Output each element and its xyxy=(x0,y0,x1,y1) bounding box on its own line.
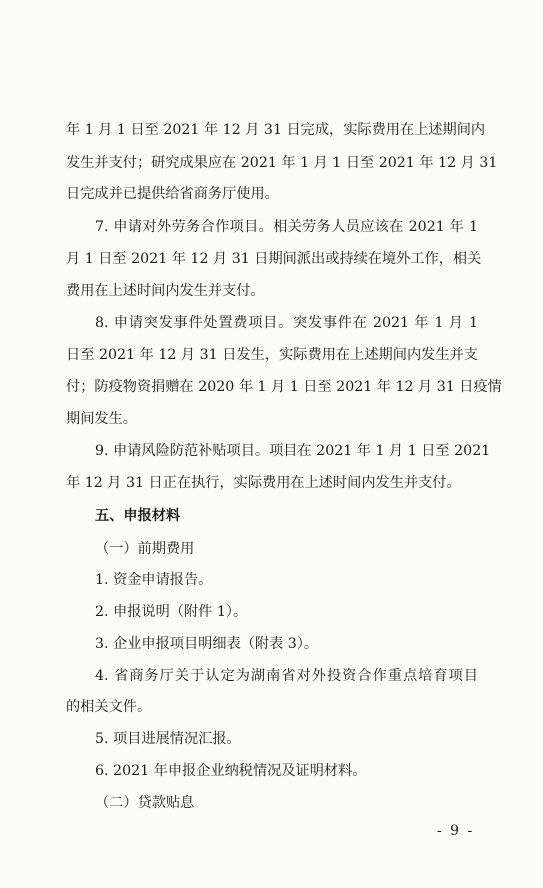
list-item-9: 9. 申请风险防范补贴项目。项目在 2021 年 1 月 1 日至 2021 xyxy=(95,443,491,459)
body-text-line: 期间发生。 xyxy=(66,411,137,427)
list-item-8: 8. 申请突发事件处置费项目。突发事件在 2021 年 1 月 1 xyxy=(95,315,478,331)
list-item-3: 3. 企业申报项目明细表（附表 3）。 xyxy=(95,636,319,652)
subsection-heading: （二）贷款贴息 xyxy=(95,795,195,811)
section-heading: 五、申报材料 xyxy=(95,508,181,524)
list-item-6: 6. 2021 年申报企业纳税情况及证明材料。 xyxy=(95,763,367,779)
body-text-line: 日至 2021 年 12 月 31 日发生，实际费用在上述期间内发生并支 xyxy=(66,347,478,363)
page-number: - 9 - xyxy=(437,823,475,839)
list-item-1: 1. 资金申请报告。 xyxy=(95,572,213,588)
body-text-line: 年 1 月 1 日至 2021 年 12 月 31 日完成，实际费用在上述期间内 xyxy=(66,122,486,138)
list-item-5: 5. 项目进展情况汇报。 xyxy=(95,731,241,747)
body-text-line: 发生并支付；研究成果应在 2021 年 1 月 1 日至 2021 年 12 月 31 xyxy=(66,155,498,171)
body-text-line: 费用在上述时间内发生并支付。 xyxy=(66,283,265,299)
list-item-4: 4. 省商务厅关于认定为湖南省对外投资合作重点培育项目 xyxy=(95,668,478,684)
list-item-2: 2. 申报说明（附件 1）。 xyxy=(95,604,248,620)
body-text-line: 付；防疫物资捐赠在 2020 年 1 月 1 日至 2021 年 12 月 31 日疫情 xyxy=(66,379,502,395)
subsection-heading: （一）前期费用 xyxy=(95,541,195,557)
list-item-7: 7. 申请对外劳务合作项目。相关劳务人员应该在 2021 年 1 xyxy=(95,219,478,235)
body-text-line: 月 1 日至 2021 年 12 月 31 日期间派出或持续在境外工作，相关 xyxy=(66,251,482,267)
body-text-line: 的相关文件。 xyxy=(66,699,152,715)
body-text-line: 年 12 月 31 日正在执行，实际费用在上述时间内发生并支付。 xyxy=(66,475,461,491)
body-text-line: 日完成并已提供给省商务厅使用。 xyxy=(66,186,279,202)
